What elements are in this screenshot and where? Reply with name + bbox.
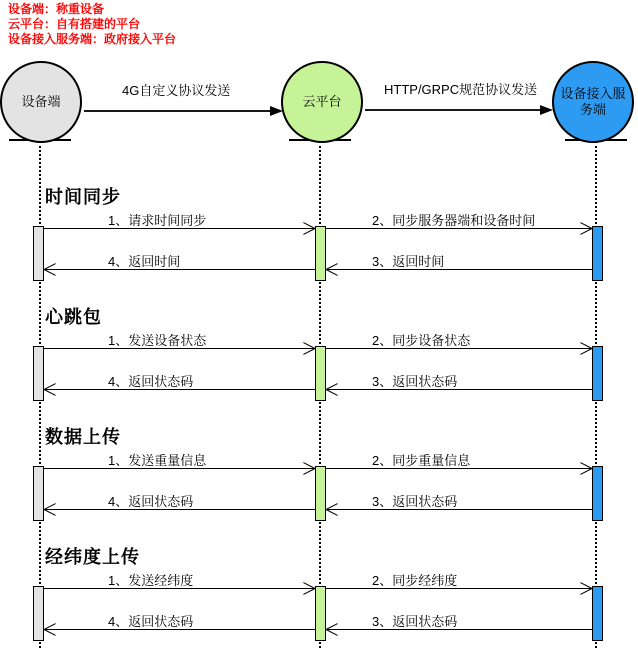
activation-bar-cloud	[315, 586, 326, 641]
section-latlng-upload	[0, 543, 638, 653]
legend-line-device: 设备端：称重设备	[8, 2, 105, 16]
message-label: 4、返回状态码	[108, 494, 194, 509]
activation-bar-device	[33, 586, 44, 641]
activation-bar-cloud	[315, 346, 326, 401]
actor-cloud	[281, 61, 363, 143]
message-label: 1、发送重量信息	[108, 453, 207, 468]
activation-bar-device	[33, 466, 44, 521]
section-title: 经纬度上传	[45, 547, 140, 567]
message-label: 2、同步重量信息	[372, 453, 471, 468]
message-label: 3、返回状态码	[372, 614, 458, 629]
actor-server	[552, 61, 634, 143]
actor-cloud-label: 云平台	[302, 93, 342, 109]
message-label: 1、请求时间同步	[108, 213, 207, 228]
section-time-sync	[0, 183, 638, 303]
section-data-upload	[0, 423, 638, 543]
flow-line-cloud-to-server	[365, 109, 540, 111]
message-label: 2、同步经纬度	[372, 573, 458, 588]
message-arrow-3	[326, 389, 592, 390]
message-arrow-1	[44, 228, 315, 229]
section-heartbeat	[0, 303, 638, 423]
activation-bar-server	[592, 466, 603, 521]
activation-bar-cloud	[315, 466, 326, 521]
arrowhead-icon	[540, 105, 553, 115]
message-label: 1、发送经纬度	[108, 573, 194, 588]
message-arrow-4	[44, 629, 315, 630]
message-label: 1、发送设备状态	[108, 333, 207, 348]
activation-bar-cloud	[315, 226, 326, 281]
actor-device-label: 设备端	[21, 93, 61, 109]
actor-device	[0, 61, 82, 143]
activation-bar-device	[33, 226, 44, 281]
message-arrow-4	[44, 269, 315, 270]
message-label: 2、同步服务器端和设备时间	[372, 213, 536, 228]
legend-line-server: 设备接入服务端：政府接入平台	[8, 32, 177, 46]
message-label: 4、返回状态码	[108, 614, 194, 629]
message-arrow-1	[44, 348, 315, 349]
activation-bar-device	[33, 346, 44, 401]
section-title: 数据上传	[45, 427, 121, 447]
message-label: 3、返回时间	[372, 254, 445, 269]
message-label: 2、同步设备状态	[372, 333, 471, 348]
section-title: 心跳包	[45, 307, 102, 327]
message-arrow-2	[326, 468, 592, 469]
activation-bar-server	[592, 226, 603, 281]
message-label: 4、返回时间	[108, 254, 181, 269]
message-arrow-4	[44, 509, 315, 510]
message-label: 3、返回状态码	[372, 374, 458, 389]
message-arrow-4	[44, 389, 315, 390]
message-arrow-1	[44, 468, 315, 469]
message-arrow-3	[326, 269, 592, 270]
legend-line-cloud: 云平台：自有搭建的平台	[8, 17, 141, 31]
message-arrow-3	[326, 629, 592, 630]
flow-label-http-grpc: HTTP/GRPC规范协议发送	[384, 82, 538, 97]
message-arrow-3	[326, 509, 592, 510]
section-title: 时间同步	[45, 187, 121, 207]
message-arrow-2	[326, 348, 592, 349]
message-arrow-2	[326, 588, 592, 589]
message-label: 4、返回状态码	[108, 374, 194, 389]
flow-line-device-to-cloud	[84, 110, 270, 112]
actor-server-label: 设备接入服务端	[560, 85, 626, 117]
message-arrow-1	[44, 588, 315, 589]
message-label: 3、返回状态码	[372, 494, 458, 509]
activation-bar-server	[592, 586, 603, 641]
message-arrow-2	[326, 228, 592, 229]
activation-bar-server	[592, 346, 603, 401]
flow-label-4g: 4G自定义协议发送	[122, 83, 231, 98]
